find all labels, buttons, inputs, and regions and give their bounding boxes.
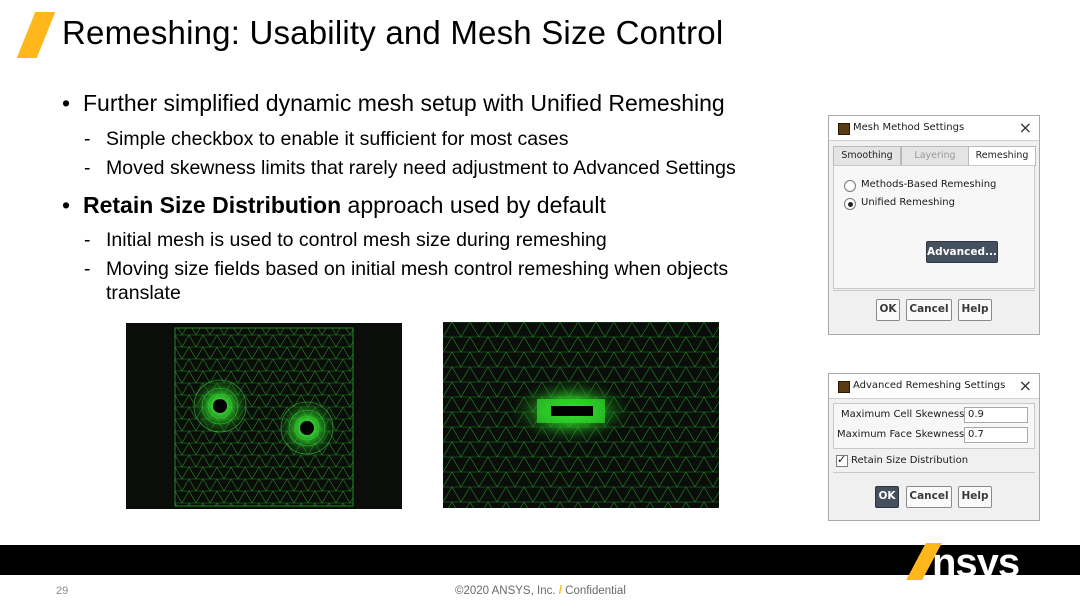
advanced-remeshing-settings-dialog	[828, 373, 1040, 521]
max-cell-skewness-label: Maximum Cell Skewness	[841, 409, 965, 420]
tab-layering[interactable]: Layering	[901, 146, 969, 166]
max-face-skewness-input[interactable]: 0.7	[964, 427, 1028, 443]
skewness-panel	[833, 403, 1035, 449]
tab-remeshing[interactable]: Remeshing	[968, 146, 1036, 167]
copyright-text: ©2020 ANSYS, Inc. / Confidential	[455, 585, 626, 597]
app-icon	[838, 381, 850, 393]
cancel-button[interactable]: Cancel	[906, 299, 952, 321]
dialog-titlebar	[829, 374, 1039, 399]
retain-size-distribution-checkbox[interactable]	[836, 455, 848, 467]
radio-button[interactable]	[844, 180, 856, 192]
mesh-image-rectangle	[443, 322, 719, 508]
bullet-dot: •	[62, 192, 71, 218]
bullet-2-bold: Retain Size Distribution	[83, 192, 342, 218]
dialog-title: Mesh Method Settings	[853, 122, 965, 133]
mesh-image-two-cylinders	[126, 323, 402, 509]
ok-button[interactable]: OK	[876, 299, 900, 321]
dialog-titlebar	[829, 116, 1039, 141]
title-accent-slash	[17, 12, 56, 58]
close-icon[interactable]: ×	[1018, 376, 1032, 395]
divider	[833, 472, 1035, 473]
bullet-1-text: Further simplified dynamic mesh setup with Unified Remeshing	[83, 90, 725, 116]
mesh-method-settings-dialog	[828, 115, 1040, 335]
max-cell-skewness-input[interactable]: 0.9	[964, 407, 1028, 423]
mesh-svg-1	[126, 323, 402, 509]
advanced-button[interactable]: Advanced...	[926, 241, 998, 263]
bullet-2-text: approach used by default	[341, 192, 606, 218]
ansys-logo: nsys	[932, 541, 1020, 585]
help-button[interactable]: Help	[958, 486, 992, 508]
retain-size-distribution-label: Retain Size Distribution	[851, 455, 969, 466]
ok-button[interactable]: OK	[875, 486, 899, 508]
close-icon[interactable]: ×	[1018, 118, 1032, 137]
dialog-title: Advanced Remeshing Settings	[853, 380, 1006, 391]
divider	[833, 290, 1035, 291]
radio-button-selected[interactable]	[844, 198, 856, 210]
cancel-button[interactable]: Cancel	[906, 486, 952, 508]
mesh-svg-2	[443, 322, 719, 508]
bullet-dot: •	[62, 90, 71, 116]
remeshing-panel: Methods-Based Remeshing Unified Remeshing Advanced...	[833, 165, 1035, 289]
tab-smoothing[interactable]: Smoothing	[833, 146, 901, 166]
slide-title: Remeshing: Usability and Mesh Size Control	[62, 14, 724, 51]
page-number: 29	[56, 585, 69, 597]
app-icon	[838, 123, 850, 135]
max-face-skewness-label: Maximum Face Skewness	[837, 429, 965, 440]
help-button[interactable]: Help	[958, 299, 992, 321]
